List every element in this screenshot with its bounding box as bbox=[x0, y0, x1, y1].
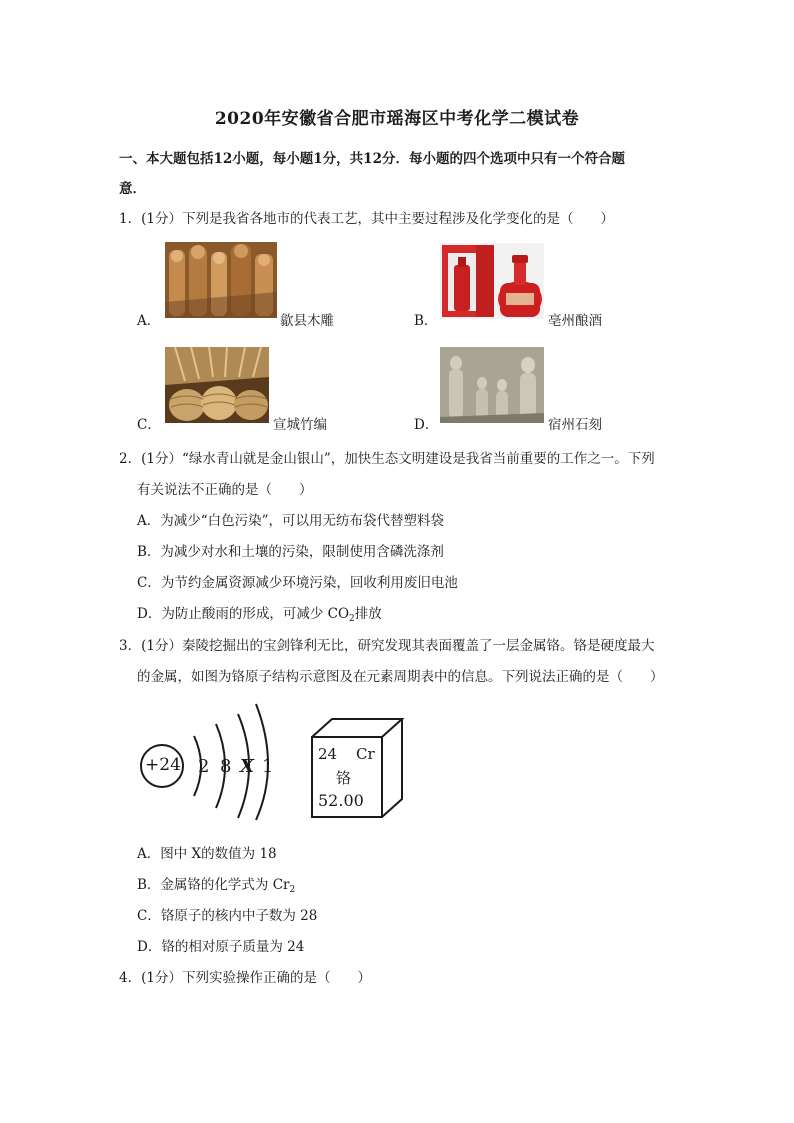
element-name: 铬 bbox=[336, 769, 352, 787]
q1-option-b-letter: B． bbox=[414, 313, 438, 329]
q3-option-b-text: B．金属铬的化学式为 Cr bbox=[137, 877, 290, 893]
q2-option-d-tail: 排放 bbox=[354, 606, 382, 622]
q1-option-b-caption: 亳州酿酒 bbox=[548, 313, 602, 329]
chromium-atom-diagram bbox=[138, 700, 278, 822]
atom-shell-3: X bbox=[240, 756, 254, 777]
stone-relief-image bbox=[440, 347, 544, 423]
q2-option-d-subscript: 2 bbox=[349, 614, 355, 624]
q3-option-c: C．铬原子的核内中子数为 28 bbox=[137, 908, 318, 924]
q2-option-a: A．为减少“白色污染”，可以用无纺布袋代替塑料袋 bbox=[137, 513, 445, 529]
element-atomic-mass: 52.00 bbox=[318, 791, 364, 810]
q2-option-b: B．为减少对水和土壤的污染，限制使用含磷洗涤剂 bbox=[137, 544, 444, 560]
q1-option-d-caption: 宿州石刻 bbox=[548, 417, 602, 433]
q2-stem-line1: 2．(1分）“绿水青山就是金山银山”，加快生态文明建设是我省当前重要的工作之一。下列 bbox=[119, 451, 655, 467]
q1-option-d-letter: D． bbox=[414, 417, 439, 433]
q3-option-a: A．图中 X的数值为 18 bbox=[137, 846, 277, 862]
atom-shell-4: 1 bbox=[262, 756, 274, 777]
wood-carving-image bbox=[165, 242, 277, 318]
element-atomic-number: 24 bbox=[318, 745, 338, 763]
q4-stem: 4．(1分）下列实验操作正确的是（ ） bbox=[119, 970, 371, 986]
section-heading-line1: 一、本大题包括12小题，每小题1分，共12分．每小题的四个选项中只有一个符合题 bbox=[119, 151, 625, 167]
q1-option-c-letter: C． bbox=[137, 417, 161, 433]
liquor-bottles-image bbox=[440, 243, 544, 319]
page-title: 2020年安徽省合肥市瑶海区中考化学二模试卷 bbox=[214, 109, 580, 129]
bamboo-baskets-image bbox=[165, 347, 269, 423]
q3-stem-line2: 的金属，如图为铬原子结构示意图及在元素周期表中的信息。下列说法正确的是（ ） bbox=[137, 669, 664, 685]
atom-nucleus-charge: +24 bbox=[145, 755, 181, 775]
q3-option-b-subscript: 2 bbox=[289, 885, 296, 895]
element-symbol: Cr bbox=[356, 745, 375, 763]
q1-stem: 1．(1分）下列是我省各地市的代表工艺，其中主要过程涉及化学变化的是（ ） bbox=[119, 211, 614, 227]
section-heading-line2: 意． bbox=[119, 181, 146, 197]
q3-stem-line1: 3．(1分）秦陵挖掘出的宝剑锋利无比，研究发现其表面覆盖了一层金属铬。铬是硬度最大 bbox=[119, 638, 655, 654]
atom-shell-1: 2 bbox=[198, 756, 210, 777]
q1-option-c-caption: 宣城竹编 bbox=[273, 417, 327, 433]
q2-option-d bbox=[137, 602, 382, 624]
q3-option-b bbox=[137, 873, 295, 895]
q1-option-a-caption: 歙县木雕 bbox=[280, 313, 334, 329]
periodic-table-cell bbox=[308, 715, 408, 820]
q3-option-d: D．铬的相对原子质量为 24 bbox=[137, 939, 305, 955]
q2-stem-line2: 有关说法不正确的是（ ） bbox=[137, 482, 313, 498]
q2-option-c: C．为节约金属资源减少环境污染，回收利用废旧电池 bbox=[137, 575, 458, 591]
atom-shell-2: 8 bbox=[220, 756, 232, 777]
q1-option-a-letter: A． bbox=[137, 313, 161, 329]
q2-option-d-text: D．为防止酸雨的形成，可减少 CO bbox=[137, 606, 350, 622]
